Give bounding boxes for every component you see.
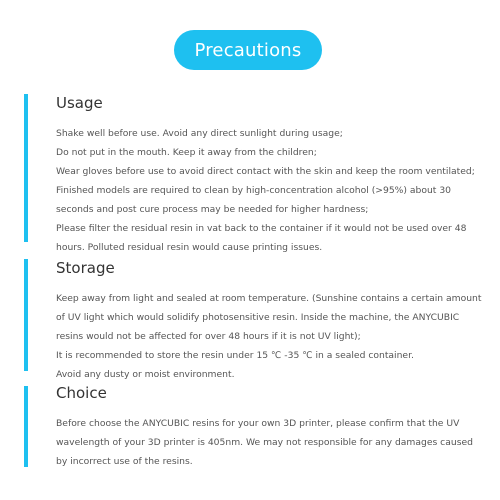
text-line: Keep away from light and sealed at room temperature. (Sunshine contains a certain amount [56, 293, 482, 304]
text-line: resins would not be affected for over 48 hours if it is not UV light); [56, 331, 361, 342]
section-heading: Storage [56, 259, 115, 277]
text-line: Please filter the residual resin in vat back to the container if it would not be used over 48 [56, 223, 467, 234]
text-line: seconds and post cure process may be needed for higher hardness; [56, 204, 369, 215]
title-badge [174, 30, 322, 70]
section-heading: Choice [56, 384, 107, 402]
section-heading: Usage [56, 94, 103, 112]
text-line: Before choose the ANYCUBIC resins for your own 3D printer, please confirm that the UV [56, 418, 460, 429]
accent-bar [24, 94, 28, 242]
section-body [56, 414, 486, 471]
text-line: Wear gloves before use to avoid direct contact with the skin and keep the room ventilated; [56, 166, 475, 177]
page-title: Precautions [194, 39, 302, 61]
text-line: wavelength of your 3D printer is 405nm. We may not responsible for any damages caused [56, 437, 473, 448]
text-line: Finished models are required to clean by high-concentration alcohol (>95%) about 30 [56, 185, 452, 196]
text-line: by incorrect use of the resins. [56, 456, 193, 467]
section-body [56, 124, 486, 257]
text-line: Shake well before use. Avoid any direct sunlight during usage; [56, 128, 343, 139]
text-line: Avoid any dusty or moist environment. [56, 369, 235, 380]
accent-bar [24, 386, 28, 467]
section-body [56, 289, 486, 384]
text-line: It is recommended to store the resin under 15 ℃ -35 ℃ in a sealed container. [56, 350, 414, 361]
text-line: of UV light which would solidify photosensitive resin. Inside the machine, the ANYCUBIC [56, 312, 460, 323]
text-line: Do not put in the mouth. Keep it away from the children; [56, 147, 317, 158]
text-line: hours. Polluted residual resin would cause printing issues. [56, 242, 323, 253]
accent-bar [24, 259, 28, 371]
